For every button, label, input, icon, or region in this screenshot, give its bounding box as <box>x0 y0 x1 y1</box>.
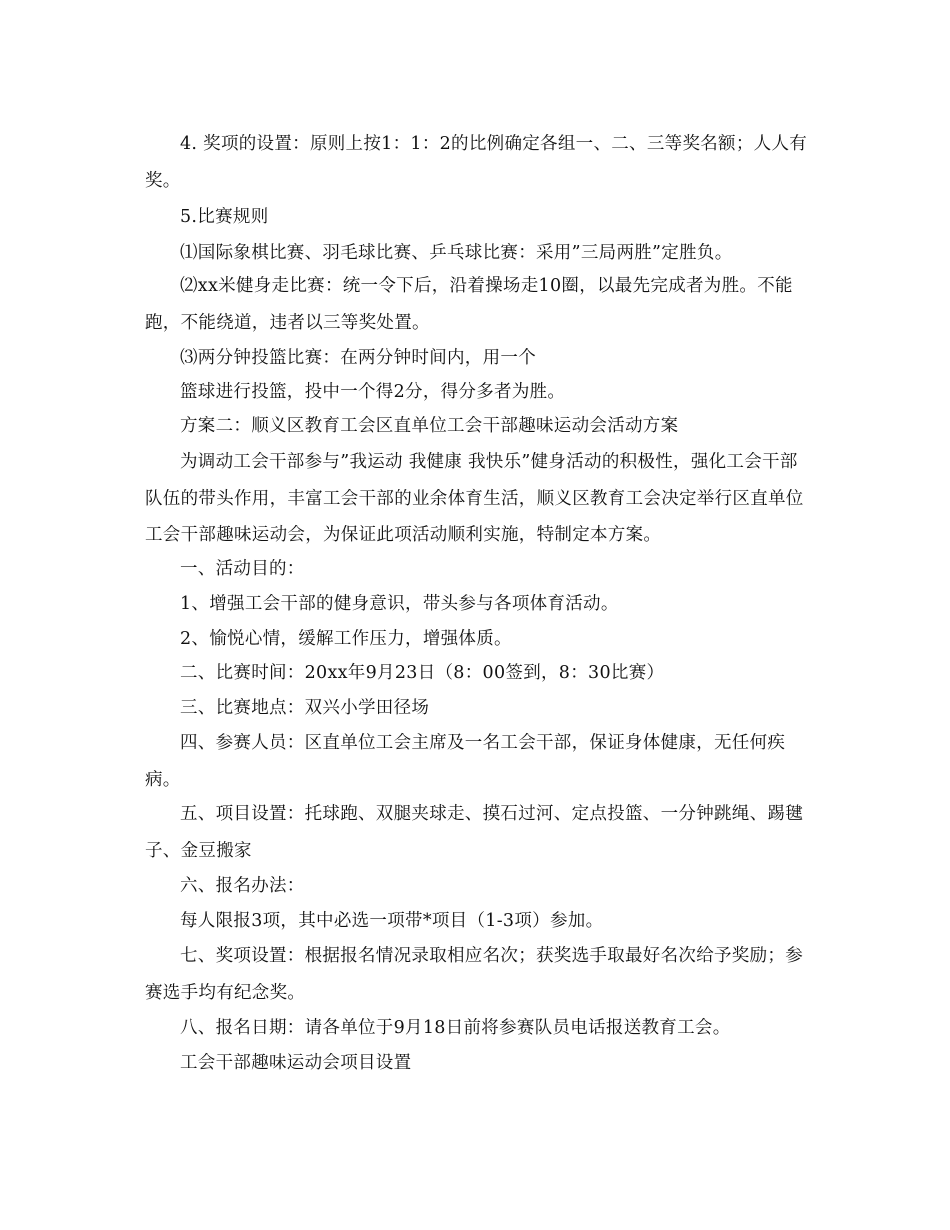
paragraph-section-5: 五、项目设置：托球跑、双腿夹球走、摸石过河、定点投篮、一分钟跳绳、踢毽子、金豆搬家 <box>145 804 803 861</box>
paragraph-goal-1: 1、增强工会干部的健身意识，带头参与各项体育活动。 <box>180 594 619 614</box>
paragraph-rule-3: ⑶两分钟投篮比赛：在两分钟时间内，用一个 <box>180 348 536 368</box>
paragraph-section-6: 六、报名办法： <box>180 876 305 896</box>
paragraph-goal-2: 2、愉悦心情，缓解工作压力，增强体质。 <box>180 629 512 649</box>
paragraph-plan-intro: 为调动工会干部参与”我运动 我健康 我快乐”健身活动的积极性，强化工会干部队伍的带头作用，丰富工会干部的业余体育生活，顺义区教育工会决定举行区直单位工会干部趣味运动会，为保证此项活动顺利实施，特制定本方案。 <box>145 452 804 545</box>
paragraph-plan-two-title: 方案二：顺义区教育工会区直单位工会干部趣味运动会活动方案 <box>180 416 679 436</box>
paragraph-rule-3-cont: 篮球进行投篮，投中一个得2分，得分多者为胜。 <box>180 382 566 402</box>
paragraph-section-1: 一、活动目的： <box>180 559 305 579</box>
paragraph-events-heading: 工会干部趣味运动会项目设置 <box>180 1053 412 1073</box>
paragraph-signup-limit: 每人限报3项，其中必选一项带*项目（1-3项）参加。 <box>180 911 604 931</box>
paragraph-section-4: 四、参赛人员：区直单位工会主席及一名工会干部，保证身体健康，无任何疾病。 <box>145 733 786 790</box>
paragraph-section-2: 二、比赛时间：20xx年9月23日（8：00签到，8：30比赛） <box>180 663 665 683</box>
paragraph-award-setting: 4. 奖项的设置：原则上按1：1：2的比例确定各组一、二、三等奖名额；人人有奖。 <box>145 134 808 191</box>
paragraph-section-7: 七、奖项设置：根据报名情况录取相应名次；获奖选手取最好名次给予奖励；参赛选手均有纪念奖。 <box>145 946 803 1003</box>
paragraph-rule-2: ⑵xx米健身走比赛：统一令下后，沿着操场走10圈，以最先完成者为胜。不能跑，不能绕道，违者以三等奖处置。 <box>145 276 793 333</box>
paragraph-rule-1: ⑴国际象棋比赛、羽毛球比赛、乒乓球比赛：采用”三局两胜”定胜负。 <box>180 243 733 263</box>
paragraph-section-3: 三、比赛地点：双兴小学田径场 <box>180 698 430 718</box>
paragraph-rules-heading: 5.比赛规则 <box>180 207 269 227</box>
paragraph-section-8: 八、报名日期：请各单位于9月18日前将参赛队员电话报送教育工会。 <box>180 1018 731 1038</box>
